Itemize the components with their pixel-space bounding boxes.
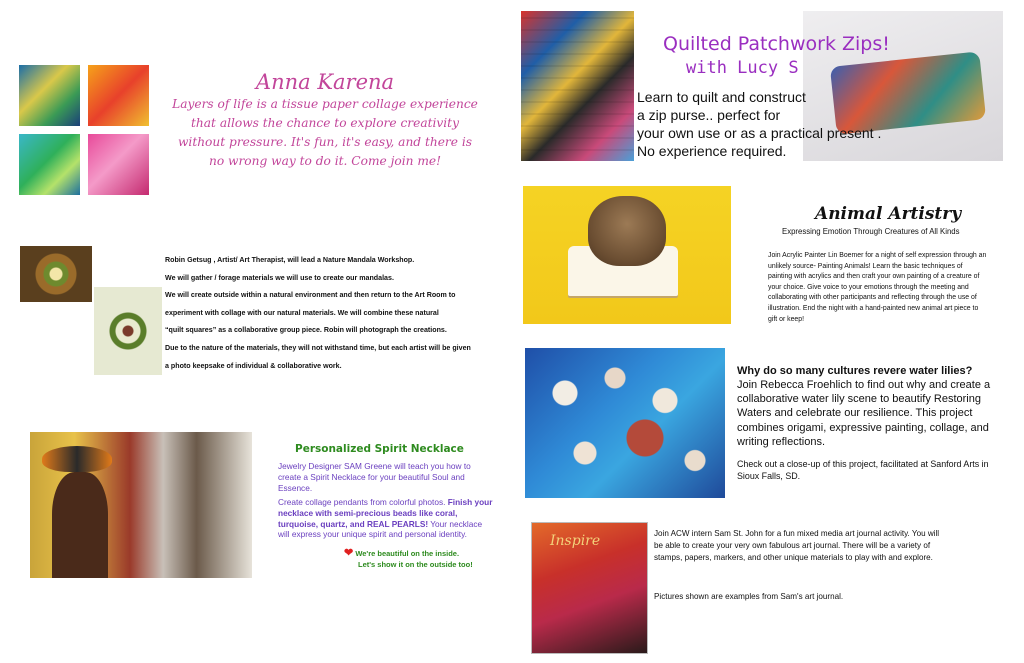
patchwork-fabric-photo — [521, 11, 634, 161]
mandala-line: “quilt squares” as a collaborative group piece. Robin will photograph the creations. — [165, 326, 447, 335]
animal-artistry-title: Animal Artistry — [815, 204, 962, 224]
anna-karena-description — [165, 95, 485, 171]
collage-thumbnail-orange — [88, 65, 149, 126]
necklace-details — [278, 497, 493, 540]
cat-shape — [588, 196, 666, 266]
patchwork-line: Learn to quilt and construct — [637, 89, 806, 105]
necklace-closing — [344, 548, 473, 570]
patchwork-description — [637, 88, 917, 160]
water-lilies-note: Check out a close-up of this project, facilitated at Sanford Arts in Sioux Falls, SD. — [737, 459, 989, 481]
anna-line: without pressure. It's fun, it's easy, and there is — [177, 135, 472, 149]
art-journal-description: Join ACW intern Sam St. John for a fun mixed media art journal activity. You will be able to create your very own fabulous art journal. There will be a variety of stamps, papers, markers, and other unique materials to play with and explore. — [654, 529, 940, 562]
closing-line-2: Let's show it on the outside too! — [358, 559, 473, 569]
closing-line-1: We're beautiful on the inside. — [355, 549, 460, 558]
necklace-title: Personalized Spirit Necklace — [295, 443, 464, 455]
art-journal-photo — [531, 522, 648, 654]
collage-thumbnail-pink — [88, 134, 149, 195]
necklace-intro: Jewelry Designer SAM Greene will teach you how to create a Spirit Necklace for your beautiful Soul and Essence. — [278, 461, 471, 493]
nature-mandala-photo-1 — [20, 246, 92, 302]
mandala-line: Due to the nature of the materials, they will not withstand time, but each artist will be given — [165, 343, 471, 352]
mandala-workshop-description — [165, 252, 505, 375]
anna-line: no wrong way to do it. Come join me! — [208, 154, 441, 168]
collage-thumbnail-blue — [19, 65, 80, 126]
journal-cover-word: Inspire — [550, 533, 601, 549]
patchwork-line: No experience required. — [637, 143, 787, 159]
water-lilies-description: Join Rebecca Froehlich to find out why and create a collaborative water lily scene to beautify Restoring Waters and celebrate our resilience. This project combines origami, expressive painting, collage, and writing reflections. — [737, 379, 991, 448]
mandala-line: We will gather / forage materials we will use to create our mandalas. — [165, 273, 394, 282]
water-lily-collage-photo — [525, 348, 725, 498]
mandala-line: We will create outside within a natural environment and then return to the Art Room to — [165, 291, 456, 300]
mandala-line: a photo keepsake of individual & collaborative work. — [165, 361, 342, 370]
patchwork-title: Quilted Patchwork Zips! — [663, 33, 890, 55]
anna-line: that allows the chance to explore creativity — [191, 116, 459, 130]
anna-line: Layers of life is a tissue paper collage experience — [172, 97, 478, 111]
collage-thumbnail-green — [19, 134, 80, 195]
necklace-identity-text: Your necklace will express your unique spirit and personal identity. — [278, 518, 483, 540]
mandala-line: Robin Getsug , Artist/ Art Therapist, will lead a Nature Mandala Workshop. — [165, 256, 415, 264]
water-lilies-heading: Why do so many cultures revere water lilies? — [737, 365, 973, 377]
patchwork-line: your own use or as a practical present . — [637, 125, 882, 141]
patchwork-subtitle: with Lucy S — [686, 58, 799, 78]
mandala-line: experiment with collage with our natural materials. We will combine these natural — [165, 308, 439, 317]
animal-artistry-description: Join Acrylic Painter Lin Boemer for a night of self expression through an unlikely source- Painting Animals! Learn the basic techniques of painting with acrylics and then craft your own painting of a creature of your choice. Give voice to your emotions through the meeting and collaborating with other participants and reflecting through the use of illustration. End the night with a hand-painted new animal art piece to gift or keep! — [768, 252, 987, 323]
portrait-figure — [52, 472, 108, 578]
necklace-collage-text: Create collage pendants from colorful photos. — [278, 497, 446, 507]
cat-reading-painting — [523, 186, 731, 324]
art-journal-note: Pictures shown are examples from Sam's art journal. — [654, 592, 844, 601]
animal-artistry-subtitle: Expressing Emotion Through Creatures of All Kinds — [782, 227, 960, 236]
spirit-necklace-photo — [30, 432, 252, 578]
necklace-beads-text: Finish your necklace with semi-precious beads like coral, turquoise, quartz, and REAL PEARLS! — [278, 497, 493, 529]
heart-icon: ❤ — [344, 547, 354, 559]
nature-mandala-photo-2 — [94, 287, 162, 375]
patchwork-line: a zip purse.. perfect for — [637, 107, 781, 123]
butterfly-shape — [42, 446, 112, 472]
anna-karena-title: Anna Karena — [255, 70, 395, 94]
